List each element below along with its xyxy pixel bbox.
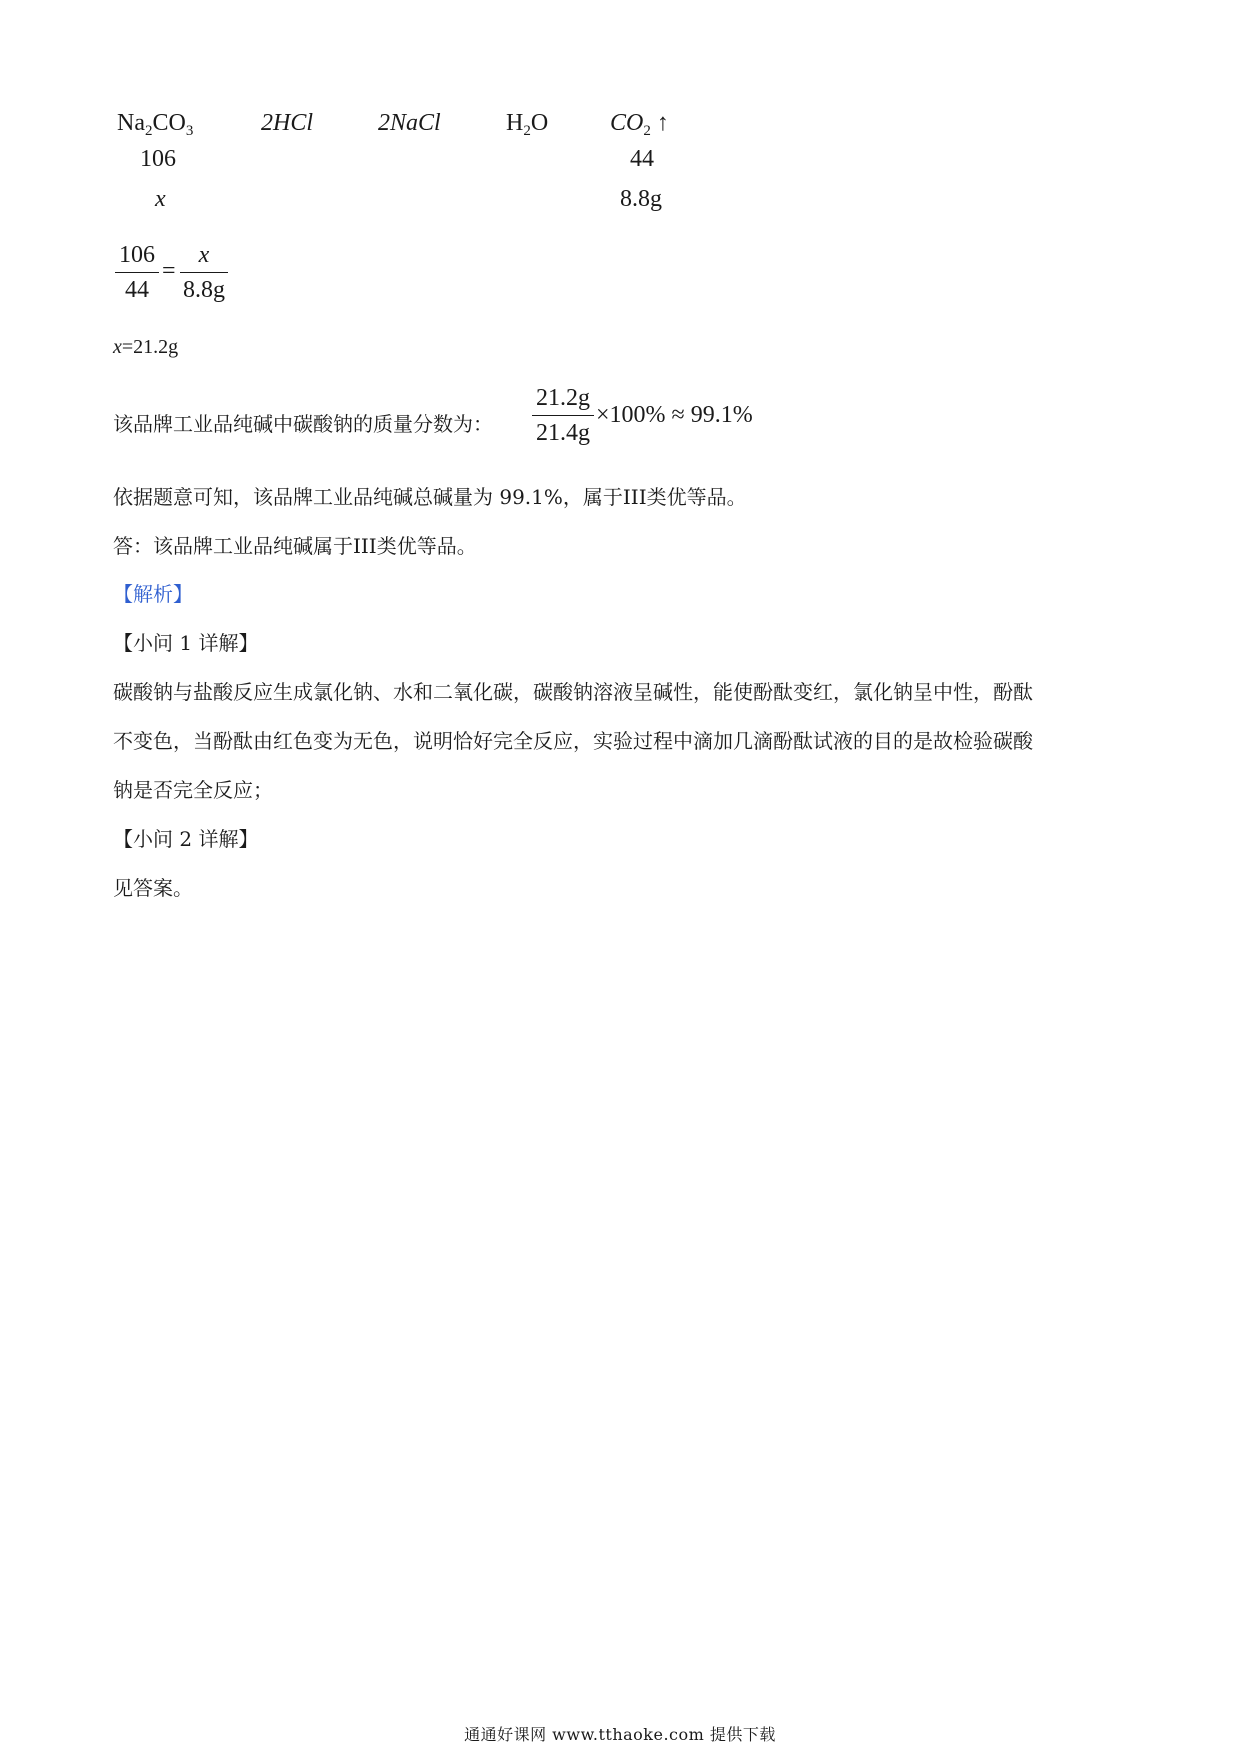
formula-na2co3: $Na_2CO_3$: [117, 110, 194, 139]
q1-heading: 【小问 1 详解】: [113, 631, 259, 655]
mass-fraction-result: ×100% ≈ 99.1%: [596, 402, 753, 428]
q1-line-1: 碳酸钠与盐酸反应生成氯化钠、水和二氧化碳，碳酸钠溶液呈碱性，能使酚酞变红，氯化钠呈中性，酚酞: [113, 680, 1033, 704]
result-line: x=21.2g: [113, 336, 179, 358]
analysis-heading: 【解析】: [113, 582, 193, 606]
proportion-left-fraction: 106 44: [115, 240, 159, 305]
page-footer: 通通好课网 www.tthaoke.com 提供下载: [464, 1725, 776, 1744]
co2-mass-value: 8.8g: [620, 186, 662, 212]
q2-heading: 【小问 2 详解】: [113, 827, 259, 851]
equals-sign: =: [162, 258, 176, 284]
molar-mass-co2: 44: [630, 146, 654, 172]
formula-h2o: $H_2O$: [506, 110, 549, 139]
unknown-mass: x: [155, 186, 166, 212]
gas-arrow-icon: ↑: [656, 110, 669, 136]
mass-fraction-label: 该品牌工业品纯碱中碳酸钠的质量分数为：: [113, 412, 493, 436]
q1-line-3: 钠是否完全反应；: [113, 778, 273, 802]
q1-line-2: 不变色，当酚酞由红色变为无色，说明恰好完全反应，实验过程中滴加几滴酚酞试液的目的是故检验碳酸: [113, 729, 1033, 753]
formula-co2: $CO_2$ ↑: [610, 110, 669, 139]
q2-text: 见答案。: [113, 876, 193, 900]
mass-fraction: 21.2g 21.4g: [532, 383, 594, 448]
formula-hcl: 2HCl: [261, 110, 314, 136]
proportion-right-fraction: x 8.8g: [180, 240, 228, 305]
answer-text: 答：该品牌工业品纯碱属于III类优等品。: [113, 534, 477, 558]
molar-mass-na2co3: 106: [140, 146, 176, 172]
formula-nacl: 2NaCl: [378, 110, 441, 136]
conclusion-text: 依据题意可知，该品牌工业品纯碱总碱量为 99.1%，属于III类优等品。: [113, 485, 747, 509]
